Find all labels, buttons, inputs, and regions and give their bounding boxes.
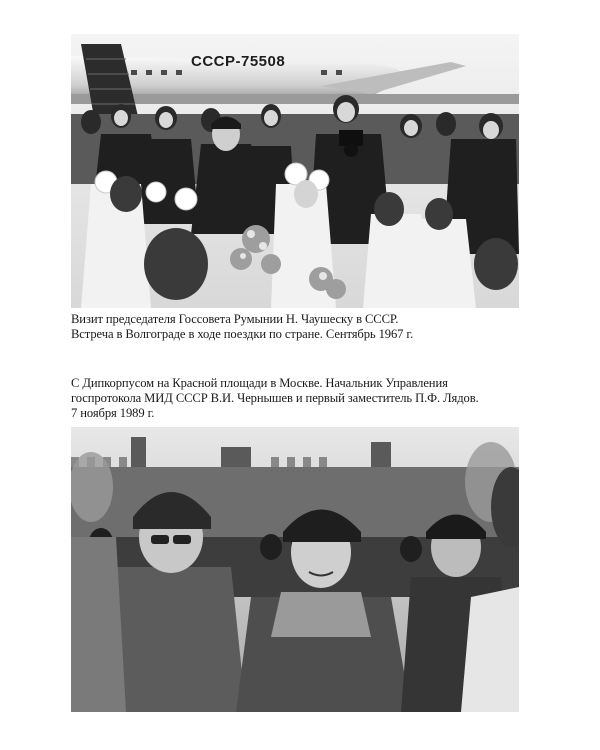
photo-airport-welcome-image <box>71 34 519 308</box>
caption-line: Визит председателя Госсовета Румынии Н. Чаушеску в СССР. <box>71 312 399 326</box>
photo-caption-red-square <box>71 376 531 421</box>
photo-airport-welcome <box>71 34 519 308</box>
coat-left <box>106 567 246 712</box>
caption-line: С Дипкорпусом на Красной площади в Москве. Начальник Управления <box>71 376 448 390</box>
photo-red-square <box>71 427 519 712</box>
caption-line: Встреча в Волгограде в ходе поездки по стране. Сентябрь 1967 г. <box>71 327 414 341</box>
aircraft-registration: СССР-75508 <box>191 53 286 70</box>
caption-line: 7 ноября 1989 г. <box>71 406 155 420</box>
photo-red-square-image <box>71 427 519 712</box>
photo-caption-airport <box>71 312 531 342</box>
caption-line: госпротокола МИД СССР В.И. Чернышев и первый заместитель П.Ф. Лядов. <box>71 391 479 405</box>
